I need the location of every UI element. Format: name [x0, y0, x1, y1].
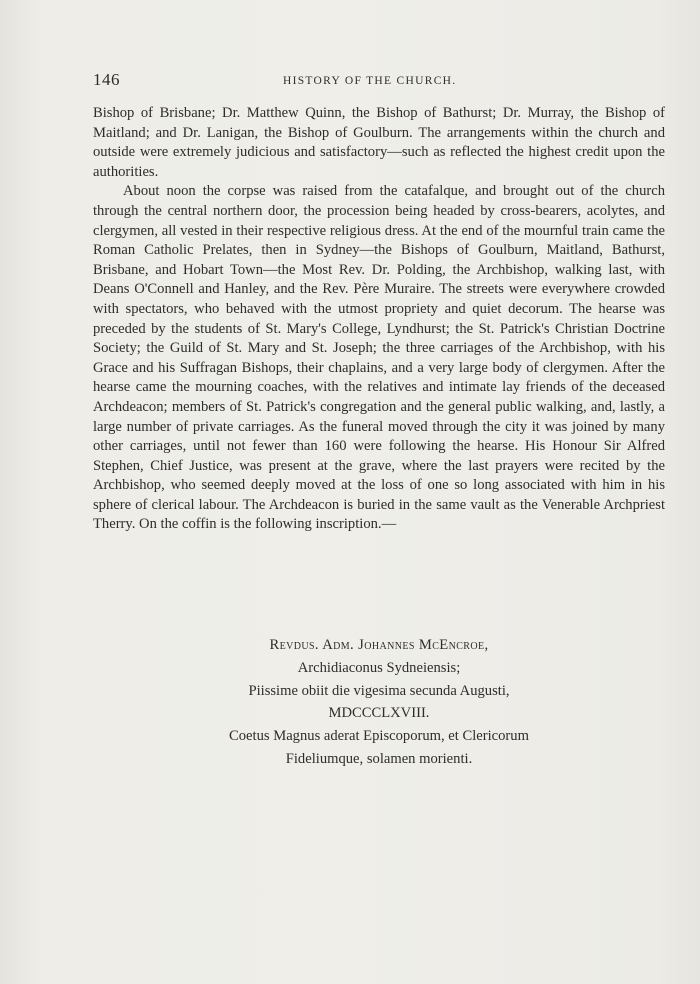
inscription — [93, 634, 665, 771]
paragraph: About noon the corpse was raised from the catafalque, and brought out of the church through the central northern door, the procession being headed by cross-bearers, acolytes, and clergymen, all vested in their respective religious dress. At the end of the mournful train came the Roman Catholic Prelates, then in Sydney—the Bishops of Goulburn, Maitland, Bathurst, Brisbane, and Hobart Town—the Most Rev. Dr. Polding, the Archbishop, walking last, with Deans O'Connell and Hanley, and the Rev. Père Muraire. The streets were everywhere crowded with spectators, who behaved with the utmost propriety and quiet decorum. The hearse was preceded by the students of St. Mary's College, Lyndhurst; the St. Patrick's Christian Doctrine Society; the Guild of St. Mary and St. Joseph; the three carriages of the Archbishop, with his Grace and his Suffragan Bishops, their chaplains, and a very large body of clergymen. After the hearse came the mourning coaches, with the relatives and intimate lay friends of the deceased Archdeacon; members of St. Patrick's congregation and the general public walking, and, lastly, a large number of private carriages. As the funeral moved through the city it was joined by many other carriages, until not fewer than 160 were following the hearse. His Honour Sir Alfred Stephen, Chief Justice, was present at the grave, where the last prayers were recited by the Archbishop, who seemed deeply moved at the loss of one so long associated with him in his sphere of clerical labour. The Archdeacon is buried in the same vault as the Venerable Archpriest Therry. On the coffin is the following inscription.— — [93, 183, 665, 533]
inscription-line: Fideliumque, solamen morienti. — [285, 750, 473, 767]
paragraph: Bishop of Brisbane; Dr. Matthew Quinn, the Bishop of Bathurst; Dr. Murray, the Bishop of Maitland; and Dr. Lanigan, the Bishop of Goulburn. The arrangements within the church and outside were extremely judicious and satisfactory—such as reflected the highest credit upon the authorities. — [93, 105, 665, 180]
inscription-line: MDCCCLXVIII. — [328, 705, 430, 722]
running-head: HISTORY OF THE CHURCH. — [283, 75, 457, 87]
inscription-line: Revdus. Adm. Johannes McEncroe, — [269, 637, 489, 653]
body-text — [93, 104, 665, 535]
page-number: 146 — [93, 70, 120, 89]
page-header — [93, 70, 665, 92]
inscription-line: Coetus Magnus aderat Episcoporum, et Clericorum — [229, 728, 529, 745]
inscription-line: Archidiaconus Sydneiensis; — [297, 659, 461, 676]
inscription-line: Piissime obiit die vigesima secunda Augusti, — [248, 682, 510, 699]
